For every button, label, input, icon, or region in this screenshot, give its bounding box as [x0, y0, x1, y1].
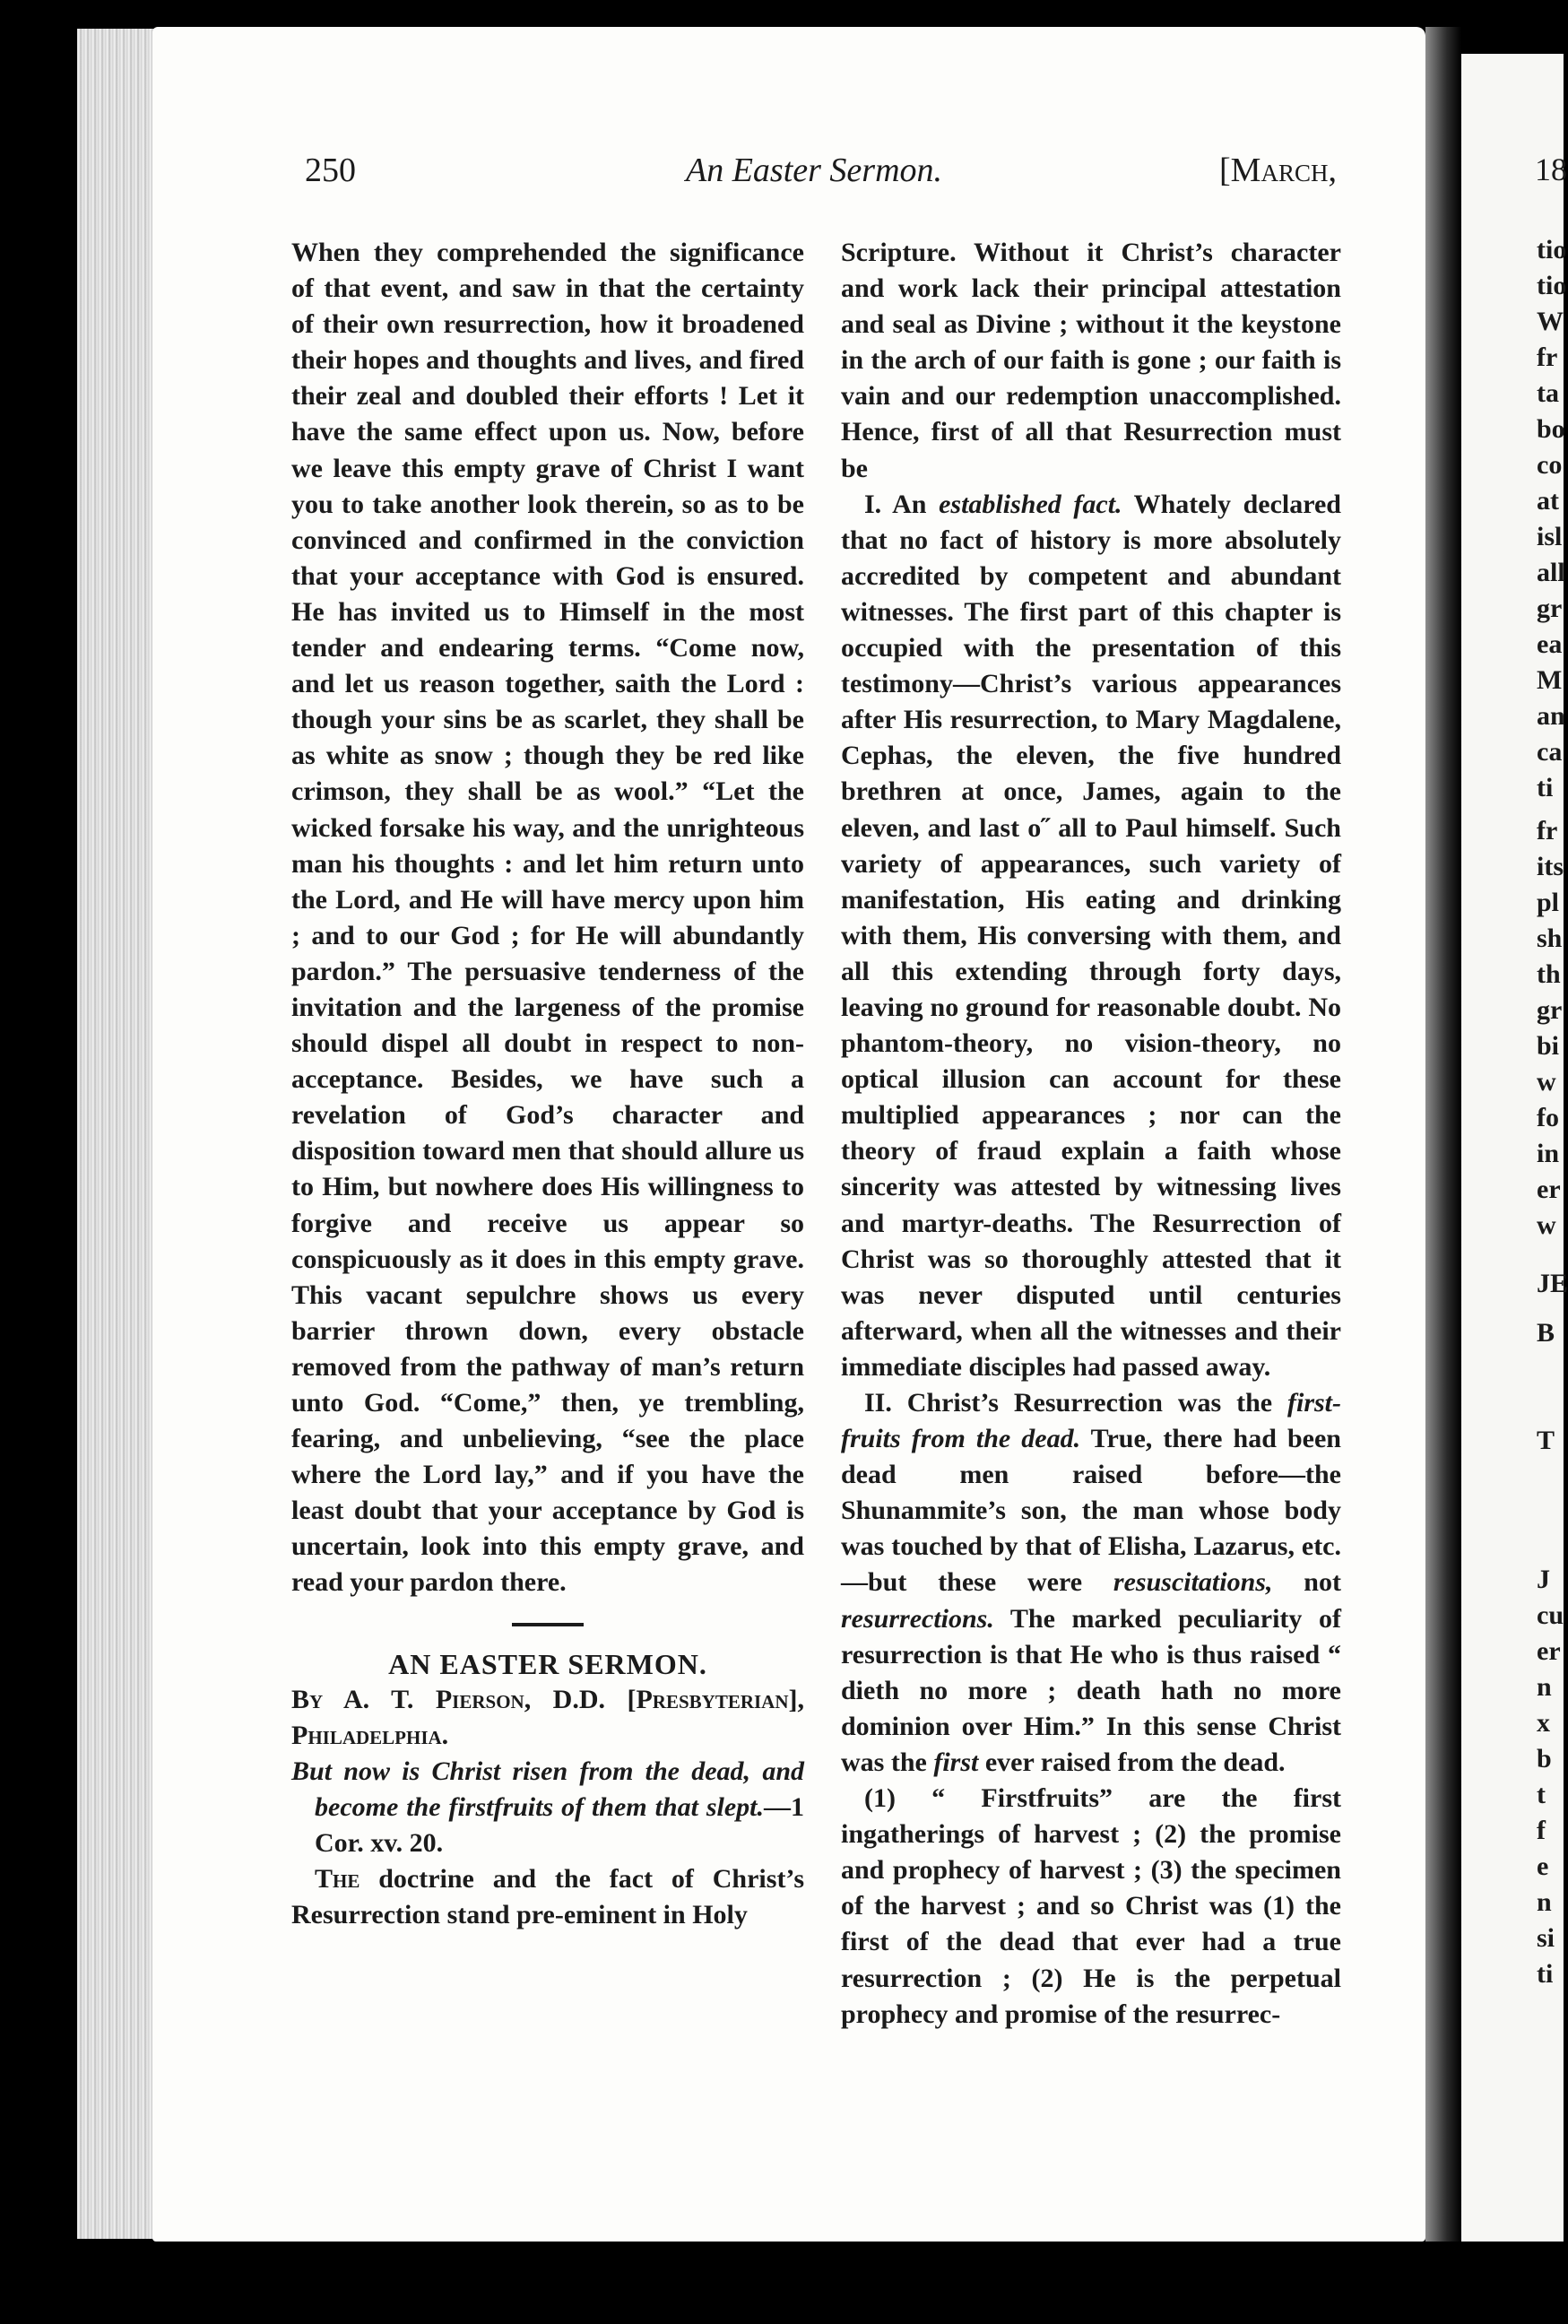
facing-page-fragment: fr	[1537, 816, 1558, 845]
point-two-body-1: True, there had been dead men raised before—the Shunammite’s son, the man whose body was touched by that of Elisha, Lazarus, etc. —but these were	[841, 1424, 1341, 1598]
opening-first-word: The	[315, 1864, 360, 1895]
facing-page-fragment: T	[1537, 1426, 1555, 1455]
opening-text: doctrine and the fact of Christ’s Resurrection stand pre-eminent in Holy	[291, 1864, 804, 1930]
facing-page-fragment: ta	[1537, 378, 1559, 408]
facing-page-fragment: ti	[1537, 1959, 1554, 1989]
running-title: An Easter Sermon.	[686, 152, 943, 189]
paragraph-scripture: Scripture. Without it Christ’s character and work lack their principal attestation and seal as Divine ; without it the keystone in the arch of our faith is gone ; our faith is vain and our redemption unaccomplished. Hence, first of all that Resurrection must be	[841, 238, 1341, 483]
facing-page-fragment: gr	[1537, 995, 1563, 1025]
facing-page-fragment: B	[1537, 1318, 1555, 1348]
point-two-term-resurrections: resurrections.	[841, 1603, 994, 1634]
paragraph-firstfruits	[841, 1385, 1341, 1781]
facing-page-fragment: fr	[1537, 343, 1558, 372]
facing-page-fragment: n	[1537, 1672, 1552, 1702]
point-one-body: Whately declared that no fact of history is more absolutely accredited by competent and abundant witnesses. The first part of this chapter is occupied with the presentation of this testimony—Christ’s various appearances after His resurrection, to Mary Magdalene, Cephas, the eleven, the five hundred brethren at once, James, again to the eleven, and last o˝ all to Paul himself. Such variety of appearances, such variety of manifestation, His eating and drinking with them, His conversing with them, and all this extending through forty days, leaving no ground for reasonable doubt. No phantom-theory, no vision-theory, no optical illusion can account for these multiplied appearances ; nor can the theory of fraud explain a faith whose sincerity was attested by witnessing lives and martyr-deaths. The Resurrection of Christ was so thoroughly attested that it was never disputed until centuries afterward, when all the witnesses and their immediate disciples had passed away.	[841, 489, 1341, 1382]
facing-page-fragment: b	[1537, 1744, 1552, 1773]
scripture-text	[291, 1754, 804, 1861]
facing-page-fragment: ti	[1537, 773, 1554, 802]
running-date: [March,	[1219, 152, 1337, 189]
facing-page-fragment: x	[1537, 1708, 1550, 1738]
facing-page-fragment: tio	[1537, 271, 1567, 300]
sermon-byline: By A. T. Pierson, D.D. [Presbyterian], Philadelphia.	[291, 1684, 804, 1750]
facing-page-fragment: W	[1537, 307, 1564, 336]
facing-page-fragment: fo	[1537, 1103, 1559, 1132]
facing-page-fragment: n	[1537, 1887, 1552, 1917]
facing-page-fragment: JE	[1537, 1269, 1568, 1298]
section-divider	[512, 1623, 584, 1626]
facing-page-fragment: in	[1537, 1139, 1560, 1168]
point-two-term: first-fruits from the dead.	[841, 1388, 1341, 1454]
sermon-title: AN EASTER SERMON.	[388, 1647, 707, 1680]
facing-page-fragment: e	[1537, 1851, 1549, 1881]
facing-page-fragment: gr	[1537, 594, 1563, 623]
paragraph-harvest: (1) “ Firstfruits” are the first ingatherings of harvest ; (2) the promise and prophecy of harvest ; (3) the specimen of the harvest ; and so Christ was (1) the first of the dead that ever had a true resurrection ; (2) He is the perpetual prophecy and promise of the resurrec-	[841, 1783, 1341, 2029]
left-column	[291, 235, 804, 1933]
closing-paragraph: When they comprehended the significance of that event, and saw in that the certainty of their own resurrection, how it broadened their hopes and thoughts and lives, and fired their zeal and doubled their efforts ! Let it have the same effect upon us. Now, before we leave this empty grave of Christ I want you to take another look therein, so as to be convinced and confirmed in the conviction that your acceptance with God is ensured. He has invited us to Himself in the most tender and endearing terms. “Come now, and let us reason together, saith the Lord : though your sins be as scarlet, they shall be as white as snow ; though they be red like crimson, they shall be as wool.” “Let the wicked forsake his way, and the unrighteous man his thoughts : and let him return unto the Lord, and He will have mercy upon him ; and to our God ; for He will abundantly pardon.” The persuasive tenderness of the invitation and the largeness of the promise should dispel all doubt in respect to non-acceptance. Besides, we have such a revelation of God’s character and disposition toward men that should allure us to Him, but nowhere does His willingness to forgive and receive us appear so conspicuously as it does in this empty grave. This vacant sepulchre shows us every barrier thrown down, every obstacle removed from the pathway of man’s return unto God. “Come,” then, ye trembling, fearing, and unbelieving, “see the place where the Lord lay,” and if you have the least doubt that your acceptance by God is uncertain, look into this empty grave, and read your pardon there.	[291, 238, 804, 1598]
facing-page-fragment: ea	[1537, 629, 1563, 659]
facing-page-fragment: bi	[1537, 1031, 1560, 1061]
facing-page-fragment: isl	[1537, 522, 1563, 551]
facing-page-fragment: th	[1537, 959, 1561, 989]
facing-page-fragment: tio	[1537, 235, 1567, 264]
point-two-term-resuscitations: resuscitations,	[1113, 1567, 1273, 1598]
facing-page-fragment: t	[1537, 1780, 1546, 1809]
facing-page-fragment: f	[1537, 1816, 1546, 1845]
facing-page-fragment: pl	[1537, 888, 1560, 917]
facing-page-fragment: its	[1537, 852, 1564, 881]
scripture-reference: —1 Cor. xv. 20.	[315, 1791, 804, 1859]
opening-paragraph	[291, 1861, 804, 1933]
book-gutter	[1425, 27, 1461, 2242]
facing-page-fragment: an	[1537, 701, 1565, 731]
point-two-body-3: ever raised from the dead.	[978, 1747, 1286, 1777]
facing-page-fragment: er	[1537, 1636, 1561, 1666]
right-column	[841, 235, 1341, 2033]
facing-page-fragment: bo	[1537, 414, 1565, 444]
facing-page-fragment: J	[1537, 1565, 1550, 1594]
facing-page-fragment: si	[1537, 1923, 1555, 1953]
facing-page-fragment: w	[1537, 1067, 1556, 1097]
scripture-quote: But now is Christ risen from the dead, and become the firstfruits of them that slept.	[291, 1756, 804, 1822]
facing-page-fragment: er	[1537, 1175, 1561, 1204]
point-two-lead: II. Christ’s Resurrection was the	[864, 1388, 1287, 1418]
facing-page-fragment: sh	[1537, 924, 1563, 953]
facing-page-fragment: M	[1537, 665, 1563, 695]
facing-page-fragment: cu	[1537, 1600, 1564, 1630]
point-one-lead: I. An	[864, 489, 940, 519]
point-two-mid: not	[1272, 1567, 1341, 1598]
facing-page-fragment: co	[1537, 450, 1563, 480]
point-one-term: established fact.	[939, 489, 1122, 519]
paragraph-established-fact	[841, 487, 1341, 1385]
facing-page-fragment: all	[1537, 558, 1565, 587]
facing-page-number-fragment: 18	[1535, 152, 1567, 187]
facing-page-fragment: ca	[1537, 737, 1563, 767]
page-number: 250	[305, 152, 356, 189]
point-two-body-2: The marked peculiarity of resurrection is that He who is thus raised “ dieth no more ; death hath no more dominion over Him.” In this sense Christ was the	[841, 1603, 1341, 1777]
facing-page-fragment: at	[1537, 486, 1559, 516]
facing-page-fragment: w	[1537, 1210, 1556, 1240]
point-two-term-first: first	[933, 1747, 979, 1777]
